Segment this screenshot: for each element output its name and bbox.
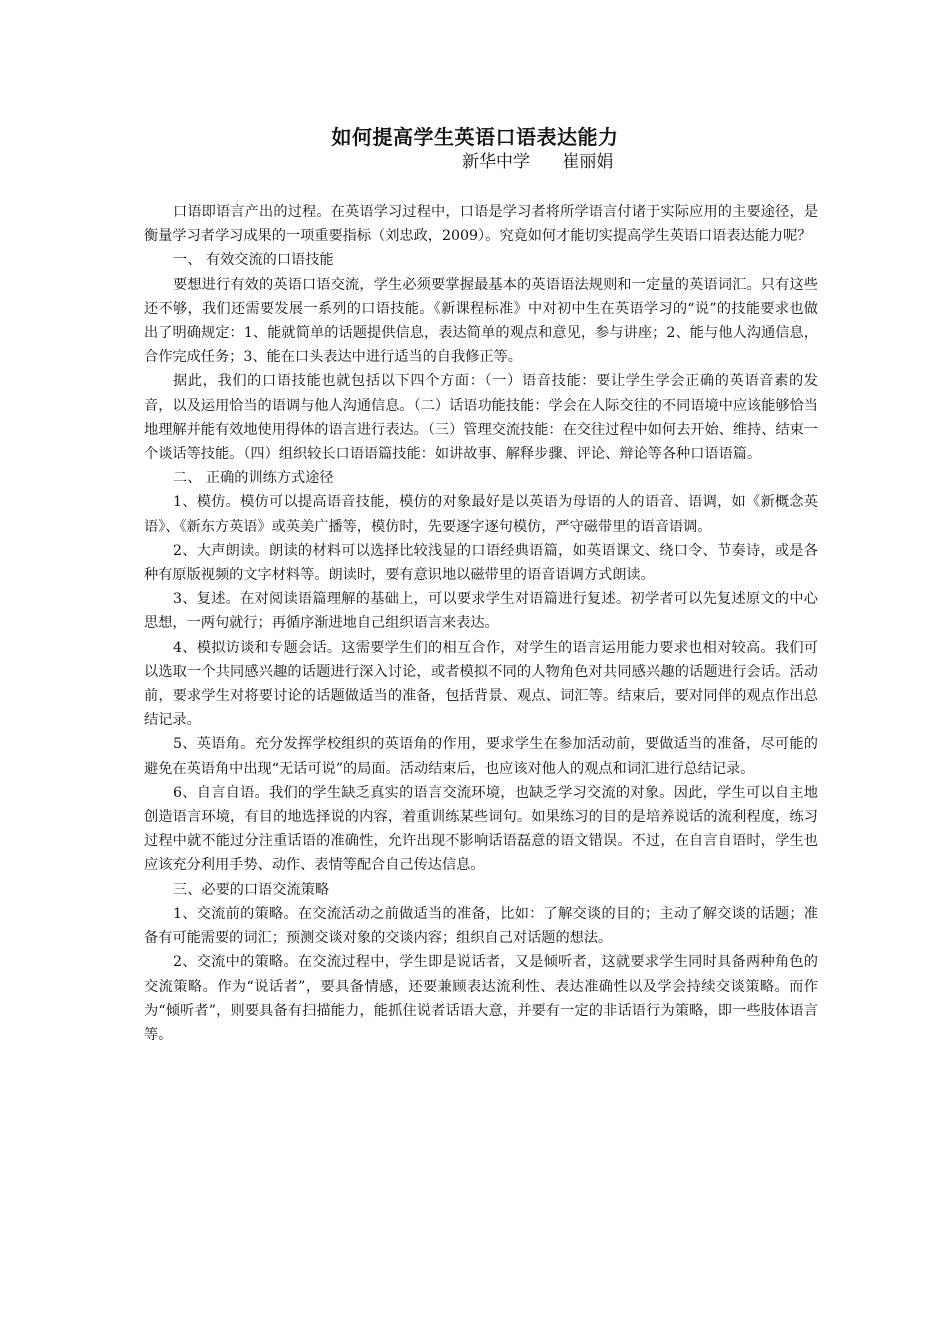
list-paragraph-english-corner: 5、英语角。充分发挥学校组织的英语角的作用，要求学生在参加活动前，要做适当的准备，尽可能的避免在英语角中出现“无话可说”的局面。活动结束后，也应该对他人的观点和词汇进行总结记录。 bbox=[144, 736, 818, 777]
section-heading-2: 二、 正确的训练方式途径 bbox=[173, 470, 334, 487]
list-paragraph-imitation: 1、模仿。模仿可以提高语音技能，模仿的对象最好是以英语为母语的人的语音、语调，如《新概念英语》、《新东方英语》或英美广播等，模仿时，先要逐字逐句模仿，严守磁带里的语音语调。 bbox=[144, 494, 818, 535]
list-paragraph-reading-aloud: 2、大声朗读。朗读的材料可以选择比较浅显的口语经典语篇，如英语课文、绕口令、节奏诗，或是各种有原版视频的文字材料等。朗读时，要有意识地以磁带里的语音语调方式朗读。 bbox=[144, 542, 818, 584]
intro-paragraph: 口语即语言产出的过程。在英语学习过程中，口语是学习者将所学语言付诸于实际应用的主要途径，是衡量学习者学习成果的一项重要指标（刘忠政，2009）。究竟如何才能切实提高学生英语口语表达能力呢？ bbox=[144, 204, 818, 245]
list-paragraph-interviews: 4、模拟访谈和专题会话。这需要学生们的相互合作，对学生的语言运用能力要求也相对较高。我们可以选取一个共同感兴趣的话题进行深入讨论，或者模拟不同的人物角色对共同感兴趣的话题进行会话。活动前，要求学生对将要讨论的话题做适当的准备，包括背景、观点、词汇等。结束后，要对同伴的观点作出总结记录。 bbox=[144, 639, 818, 729]
list-paragraph-pre-communication: 1、交流前的策略。在交流活动之前做适当的准备，比如：了解交谈的目的；主动了解交谈的话题；准备有可能需要的词汇；预测交谈对象的交谈内容；组织自己对话题的想法。 bbox=[144, 905, 818, 947]
body-paragraph: 要想进行有效的英语口语交流，学生必须要掌握最基本的英语语法规则和一定量的英语词汇。只有这些还不够，我们还需要发展一系列的口语技能。《新课程标准》中对初中生在英语学习的“说”的技能要求也做出了明确规定：1、能就简单的话题提供信息，表达简单的观点和意见，参与讲座；2、能与他人沟通信息，合作完成任务；3、能在口头表达中进行适当的自我修正等。 bbox=[144, 276, 818, 366]
document-title: 如何提高学生英语口语表达能力 bbox=[331, 125, 619, 149]
section-heading-1: 一、 有效交流的口语技能 bbox=[173, 252, 334, 269]
author-byline: 新华中学 崔丽娟 bbox=[462, 152, 614, 172]
list-paragraph-during-communication: 2、交流中的策略。在交流过程中，学生即是说话者，又是倾听者，这就要求学生同时具备两种角色的交流策略。作为“说话者”，要具备情感，还要兼顾表达流利性、表达准确性以及学会持续交谈策略。而作为“倾听者”，则要具备有扫描能力，能抓住说者话语大意，并要有一定的非话语行为策略，即一些肢体语言等。 bbox=[144, 954, 818, 1043]
document-body bbox=[144, 200, 818, 1047]
body-paragraph: 据此，我们的口语技能也就包括以下四个方面：（一）语音技能：要让学生学会正确的英语音素的发音，以及运用恰当的语调与他人沟通信息。（二）话语功能技能：学会在人际交往的不同语境中应该能够恰当地理解并能有效地使用得体的语言进行表达。（三）管理交流技能：在交往过程中如何去开始、维持、结束一个谈话等技能。（四）组织较长口语语篇技能：如讲故事、解释步骤、评论、辩论等各种口语语篇。 bbox=[144, 373, 818, 463]
section-heading-3: 三、必要的口语交流策略 bbox=[173, 881, 330, 898]
list-paragraph-self-talk: 6、自言自语。我们的学生缺乏真实的语言交流环境，也缺乏学习交流的对象。因此，学生可以自主地创造语言环境，有目的地选择说的内容，着重训练某些词句。如果练习的目的是培养说话的流利程度，练习过程中就不能过分注重话语的准确性，允许出现不影响话语磊意的语文错误。不过，在自言自语时，学生也应该充分利用手势、动作、表情等配合自己传达信息。 bbox=[144, 784, 818, 874]
list-paragraph-retelling: 3、复述。在对阅读语篇理解的基础上，可以要求学生对语篇进行复述。初学者可以先复述原文的中心思想，一两句就行；再循序渐进地自己组织语言来表达。 bbox=[144, 591, 818, 632]
